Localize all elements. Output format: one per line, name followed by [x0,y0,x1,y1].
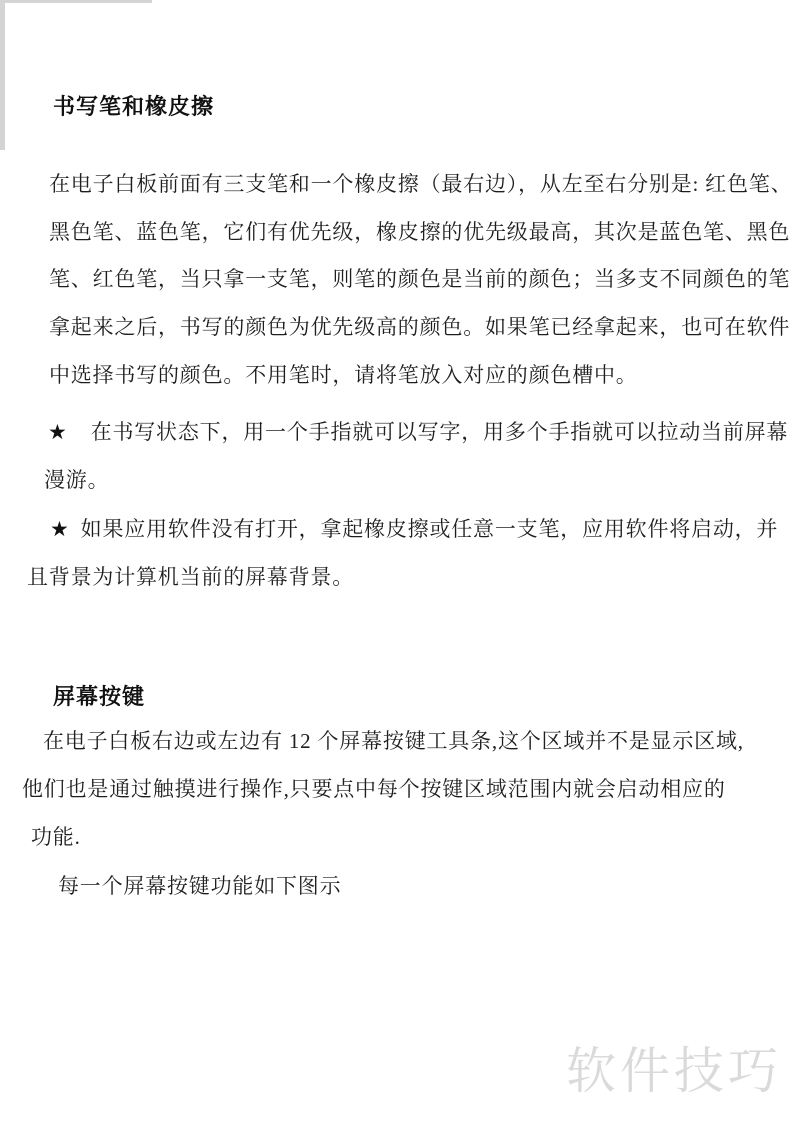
section-heading-buttons: 屏幕按键 [53,684,146,709]
bullet-text: 如果应用软件没有打开，拿起橡皮擦或任意一支笔，应用软件将启动，并 [80,517,779,541]
caption-line: 每一个屏幕按键功能如下图示 [58,874,342,898]
section-heading-pens: 书写笔和橡皮擦 [53,94,215,119]
bullet-line-continuation: 漫游。 [44,468,110,492]
bullet-line [48,422,788,443]
paragraph-line: 笔、红色笔，当只拿一支笔，则笔的颜色是当前的颜色；当多支不同颜色的笔 [49,267,791,291]
scan-edge-top [0,0,152,3]
bullet-line-continuation: 且背景为计算机当前的屏幕背景。 [27,565,354,589]
paragraph-line: 在电子白板右边或左边有 12 个屏幕按键工具条,这个区域并不是显示区域, [43,729,744,753]
paragraph-line: 他们也是通过触摸进行操作,只要点中每个按键区域范围内就会启动相应的 [22,777,726,801]
star-bullet-icon: ★ [50,517,70,541]
watermark-text: 软件技巧 [566,1043,782,1099]
paragraph-line: 中选择书写的颜色。不用笔时，请将笔放入对应的颜色槽中。 [49,363,638,387]
paragraph-line: 在电子白板前面有三支笔和一个橡皮擦（最右边），从左至右分别是: 红色笔、 [49,172,793,196]
paragraph-line: 拿起来之后，书写的颜色为优先级高的颜色。如果笔已经拿起来，也可在软件 [49,315,791,339]
paragraph-line: 黑色笔、蓝色笔，它们有优先级，橡皮擦的优先级最高，其次是蓝色笔、黑色 [49,220,791,244]
paragraph-line: 功能. [31,825,81,849]
bullet-line [50,519,778,540]
bullet-text: 在书写状态下，用一个手指就可以写字，用多个手指就可以拉动当前屏幕 [90,420,789,444]
scan-edge-left [0,0,5,150]
star-bullet-icon: ★ [48,420,68,444]
